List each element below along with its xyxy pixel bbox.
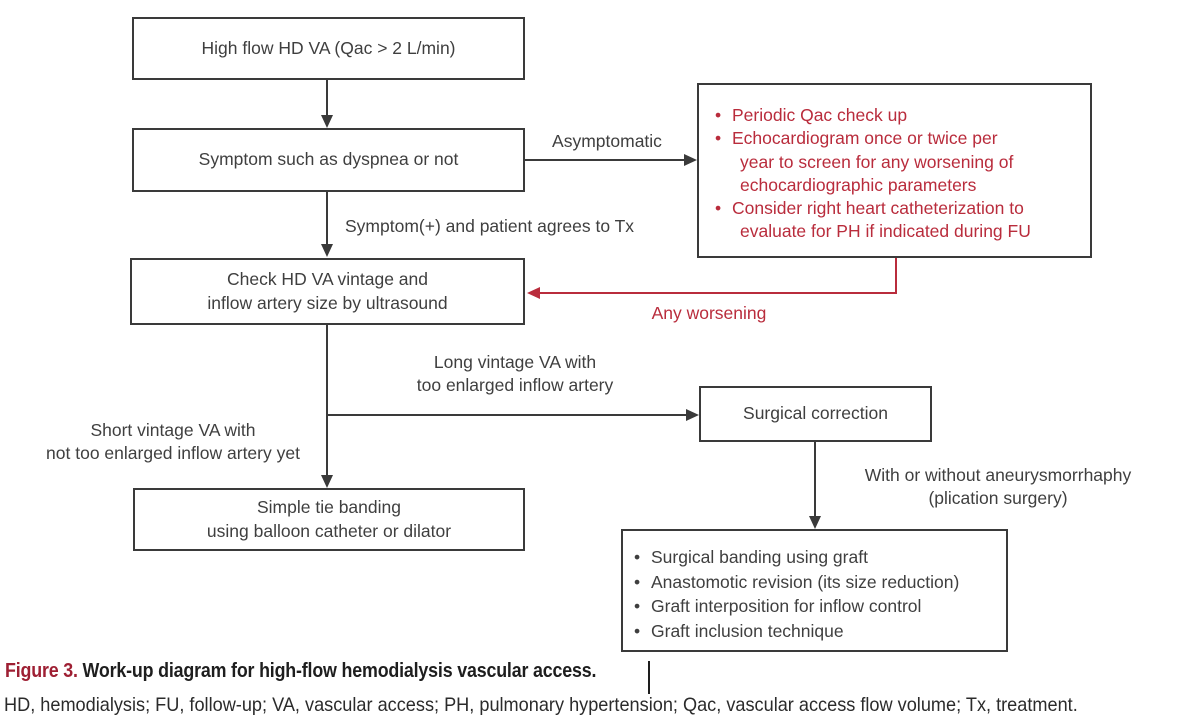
- edge-label-short-vintage: Short vintage VA with not too enlarged inflow artery yet: [46, 420, 300, 463]
- node-surgical-correction: [699, 386, 932, 442]
- node-check-vintage-line1: Check HD VA vintage and: [226, 269, 429, 289]
- node-symptom-dyspnea: [132, 128, 525, 192]
- figure-label: Figure 3.: [5, 659, 78, 682]
- node-check-vintage-line2: inflow artery size by ultrasound: [207, 292, 448, 313]
- figure-caption: [5, 659, 596, 683]
- edge-label-aneurysmorrhaphy: With or without aneurysmorrhaphy (plication surgery): [864, 465, 1132, 508]
- arrowhead-right-icon: [686, 409, 699, 421]
- connector-worsening-horizontal: [540, 292, 897, 294]
- list-item: • Surgical banding using graft: [634, 545, 959, 570]
- connector-worsening-vertical: [895, 258, 897, 293]
- connector-surgical-options: [814, 442, 816, 517]
- figure-title: Work-up diagram for high-flow hemodialysis vascular access.: [82, 659, 597, 682]
- list-item: • Anastomotic revision (its size reduction): [634, 570, 959, 595]
- arrowhead-right-icon: [684, 154, 697, 166]
- text-cursor: [648, 661, 650, 694]
- edge-label-symptom-positive: Symptom(+) and patient agrees to Tx: [345, 216, 635, 236]
- list-item: • Periodic Qac check up: [715, 104, 1031, 127]
- list-item: • Echocardiogram once or twice per year to screen for any worsening of echocardiographic parameters: [715, 127, 1031, 197]
- list-item: • Consider right heart catheterization to evaluate for PH if indicated during FU: [715, 197, 1031, 244]
- node-check-vintage-ultrasound: [130, 258, 525, 325]
- connector-symptom-surveillance: [525, 159, 685, 161]
- arrowhead-down-icon: [321, 475, 333, 488]
- node-symptom-label: Symptom such as dyspnea or not: [198, 149, 459, 170]
- edge-label-long-vintage: Long vintage VA with too enlarged inflow artery: [416, 352, 614, 395]
- list-item: • Graft interposition for inflow control: [634, 594, 959, 619]
- edge-label-asymptomatic: Asymptomatic: [552, 131, 662, 151]
- node-high-flow-label: High flow HD VA (Qac > 2 L/min): [201, 37, 456, 58]
- arrowhead-down-icon: [321, 115, 333, 128]
- arrowhead-down-icon: [809, 516, 821, 529]
- connector-symptom-checkvintage: [326, 192, 328, 245]
- edge-label-any-worsening: Any worsening: [651, 303, 767, 323]
- list-item: • Graft inclusion technique: [634, 619, 959, 644]
- connector-highflow-symptom: [326, 80, 328, 116]
- surgical-options-bullet-list: [634, 545, 959, 644]
- node-simple-tie-banding: [133, 488, 525, 551]
- node-tie-banding-line2: using balloon catheter or dilator: [206, 520, 452, 541]
- arrowhead-left-icon: [527, 287, 540, 299]
- figure-footnote: HD, hemodialysis; FU, follow-up; VA, vascular access; PH, pulmonary hypertension; Qac, vascular access flow volume; Tx, treatment.: [4, 694, 1078, 716]
- node-surgical-correction-label: Surgical correction: [743, 403, 888, 424]
- connector-branch-surgical: [328, 414, 686, 416]
- surveillance-bullet-list: [715, 104, 1031, 244]
- node-tie-banding-line1: Simple tie banding: [257, 497, 401, 517]
- node-surgical-options: [621, 529, 1008, 652]
- node-high-flow-hd-va: [132, 17, 525, 80]
- node-surveillance-recommendations: [697, 83, 1092, 258]
- arrowhead-down-icon: [321, 244, 333, 257]
